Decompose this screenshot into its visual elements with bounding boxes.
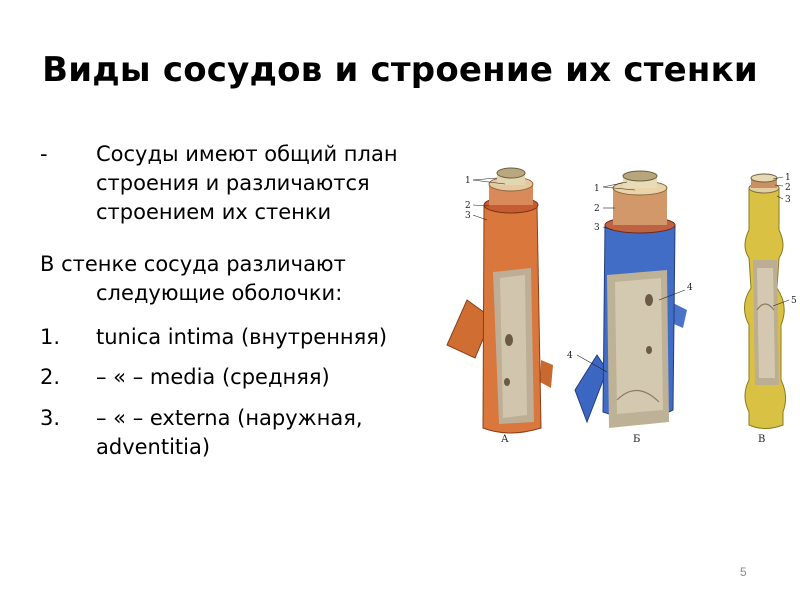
figure-label: 1 [594, 184, 600, 194]
artery-drawing [447, 168, 553, 445]
list-number: 1. [40, 325, 61, 349]
bullet1-line1: Сосуды имеют общий план [96, 142, 398, 166]
figure-label: 4 [567, 351, 573, 361]
figure-caption: В [758, 434, 766, 445]
slide-number: 5 [740, 565, 747, 579]
para-line2: следующие оболочки: [96, 281, 343, 305]
figure-label: 3 [594, 223, 600, 233]
vessel-illustration [437, 160, 800, 460]
list-number: 2. [40, 365, 61, 389]
list-number: 3. [40, 406, 61, 430]
figure-label: 2 [785, 183, 791, 193]
bullet1-line3: строением их стенки [96, 200, 332, 224]
figure-label: 1 [465, 176, 471, 186]
figure-caption: А [501, 434, 509, 445]
figure-label: 2 [594, 204, 600, 214]
figure-label: 3 [465, 211, 471, 221]
figure-label: 4 [687, 283, 693, 293]
figure-label: 3 [785, 195, 791, 205]
lymph-vessel-drawing [744, 173, 797, 445]
para-line1: В стенке сосуда различают [40, 252, 346, 276]
list-item-intima: tunica intima (внутренняя) [96, 325, 388, 349]
bullet-dash: - [40, 142, 48, 166]
figure-label: 2 [465, 201, 471, 211]
bullet1-line2: строения и различаются [96, 171, 370, 195]
figure-caption: Б [633, 434, 641, 445]
figure-label: 1 [785, 173, 791, 183]
slide-title: Виды сосудов и строение их стенки [42, 50, 758, 90]
list-item-externa-cont: adventitia) [96, 435, 211, 459]
list-item-media: – « – media (средняя) [96, 365, 330, 389]
list-item-externa: – « – externa (наружная, [96, 406, 363, 430]
figure-label: 5 [791, 296, 797, 306]
vein-drawing [567, 171, 693, 445]
